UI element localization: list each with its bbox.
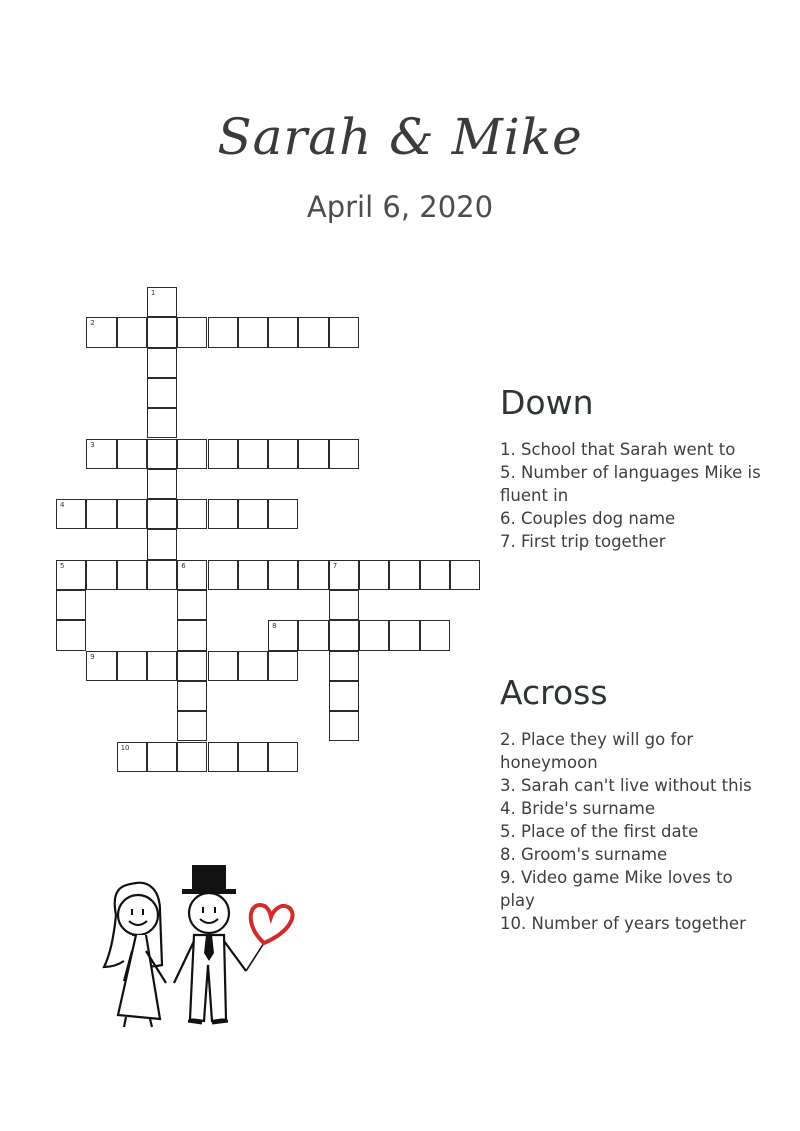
crossword-cell[interactable] — [238, 439, 268, 469]
crossword-cell[interactable] — [117, 742, 147, 772]
crossword-cell[interactable] — [147, 529, 177, 559]
crossword-cell[interactable] — [86, 499, 116, 529]
crossword-cell[interactable] — [56, 620, 86, 650]
clue-number: 7 — [332, 561, 338, 570]
crossword-cell[interactable] — [208, 317, 238, 347]
crossword-cell[interactable] — [268, 620, 298, 650]
crossword-cell[interactable] — [147, 348, 177, 378]
across-clue: 3. Sarah can't live without this — [500, 776, 752, 795]
down-clue: 5. Number of languages Mike is fluent in — [500, 463, 761, 505]
crossword-cell[interactable] — [56, 590, 86, 620]
down-clues — [500, 438, 770, 553]
crossword-cell[interactable] — [389, 560, 419, 590]
crossword-cell[interactable] — [86, 439, 116, 469]
crossword-cell[interactable] — [177, 560, 207, 590]
crossword-cell[interactable] — [147, 651, 177, 681]
crossword-cell[interactable] — [238, 317, 268, 347]
clue-number: 8 — [272, 622, 277, 631]
crossword-cell[interactable] — [177, 317, 207, 347]
clue-number: 4 — [60, 501, 65, 510]
crossword-cell[interactable] — [117, 499, 147, 529]
crossword-cell[interactable] — [359, 560, 389, 590]
crossword-cell[interactable] — [450, 560, 480, 590]
crossword-cell[interactable] — [329, 590, 359, 620]
down-heading: Down — [500, 383, 594, 422]
crossword-cell[interactable] — [177, 711, 207, 741]
crossword-cell[interactable] — [329, 439, 359, 469]
crossword-cell[interactable] — [420, 560, 450, 590]
across-clue: 9. Video game Mike loves to play — [500, 868, 733, 910]
clue-number: 5 — [60, 561, 65, 570]
clue-number: 3 — [90, 440, 95, 449]
crossword-cell[interactable] — [177, 742, 207, 772]
across-clue: 4. Bride's surname — [500, 799, 656, 818]
crossword-cell[interactable] — [86, 560, 116, 590]
crossword-cell[interactable] — [420, 620, 450, 650]
crossword-cell[interactable] — [268, 499, 298, 529]
crossword-cell[interactable] — [268, 742, 298, 772]
crossword-cell[interactable] — [147, 378, 177, 408]
crossword-cell[interactable] — [268, 317, 298, 347]
crossword-cell[interactable] — [208, 560, 238, 590]
across-clue: 2. Place they will go for honeymoon — [500, 730, 694, 772]
crossword-cell[interactable] — [238, 651, 268, 681]
crossword-cell[interactable] — [268, 560, 298, 590]
crossword-cell[interactable] — [359, 620, 389, 650]
crossword-cell[interactable] — [298, 620, 328, 650]
crossword-cell[interactable] — [177, 439, 207, 469]
clue-number: 2 — [90, 319, 95, 328]
crossword-cell[interactable] — [329, 651, 359, 681]
crossword-cell[interactable] — [117, 439, 147, 469]
crossword-cell[interactable] — [117, 560, 147, 590]
crossword-cell[interactable] — [329, 681, 359, 711]
crossword-cell[interactable] — [117, 651, 147, 681]
crossword-cell[interactable] — [177, 620, 207, 650]
crossword-cell[interactable] — [268, 651, 298, 681]
crossword-cell[interactable] — [86, 651, 116, 681]
down-clue: 6. Couples dog name — [500, 509, 676, 528]
crossword-cell[interactable] — [117, 317, 147, 347]
crossword-cell[interactable] — [329, 711, 359, 741]
crossword-cell[interactable] — [238, 499, 268, 529]
crossword-cell[interactable] — [147, 560, 177, 590]
crossword-cell[interactable] — [298, 560, 328, 590]
crossword-cell[interactable] — [208, 651, 238, 681]
crossword-cell[interactable] — [208, 439, 238, 469]
crossword-cell[interactable] — [298, 439, 328, 469]
crossword-cell[interactable] — [147, 408, 177, 438]
crossword-cell[interactable] — [56, 499, 86, 529]
down-clue: 1. School that Sarah went to — [500, 440, 736, 459]
bride-groom-heart-icon — [96, 855, 306, 1035]
across-clues — [500, 728, 770, 935]
crossword-cell[interactable] — [147, 439, 177, 469]
across-clue: 8. Groom's surname — [500, 845, 668, 864]
crossword-cell[interactable] — [298, 317, 328, 347]
crossword-cell[interactable] — [147, 287, 177, 317]
across-clue: 5. Place of the first date — [500, 822, 699, 841]
crossword-cell[interactable] — [329, 560, 359, 590]
crossword-cell[interactable] — [177, 590, 207, 620]
crossword-cell[interactable] — [208, 499, 238, 529]
crossword-cell[interactable] — [86, 317, 116, 347]
clue-number: 10 — [120, 743, 130, 752]
crossword-cell[interactable] — [147, 469, 177, 499]
crossword-cell[interactable] — [147, 742, 177, 772]
wedding-date: April 6, 2020 — [306, 190, 494, 224]
crossword-cell[interactable] — [238, 742, 268, 772]
crossword-cell[interactable] — [147, 499, 177, 529]
clue-number: 9 — [90, 652, 95, 661]
clue-number: 1 — [150, 289, 156, 297]
crossword-cell[interactable] — [389, 620, 419, 650]
crossword-cell[interactable] — [56, 560, 86, 590]
crossword-cell[interactable] — [177, 651, 207, 681]
couple-title: Sarah & Mike — [217, 108, 583, 166]
crossword-cell[interactable] — [329, 317, 359, 347]
clue-number: 6 — [181, 561, 186, 570]
crossword-cell[interactable] — [329, 620, 359, 650]
crossword-cell[interactable] — [208, 742, 238, 772]
down-clue: 7. First trip together — [500, 532, 666, 551]
across-clue: 10. Number of years together — [500, 914, 746, 933]
crossword-cell[interactable] — [238, 560, 268, 590]
crossword-cell[interactable] — [177, 681, 207, 711]
crossword-cell[interactable] — [268, 439, 298, 469]
crossword-cell[interactable] — [177, 499, 207, 529]
crossword-cell[interactable] — [147, 317, 177, 347]
across-heading: Across — [500, 673, 608, 712]
